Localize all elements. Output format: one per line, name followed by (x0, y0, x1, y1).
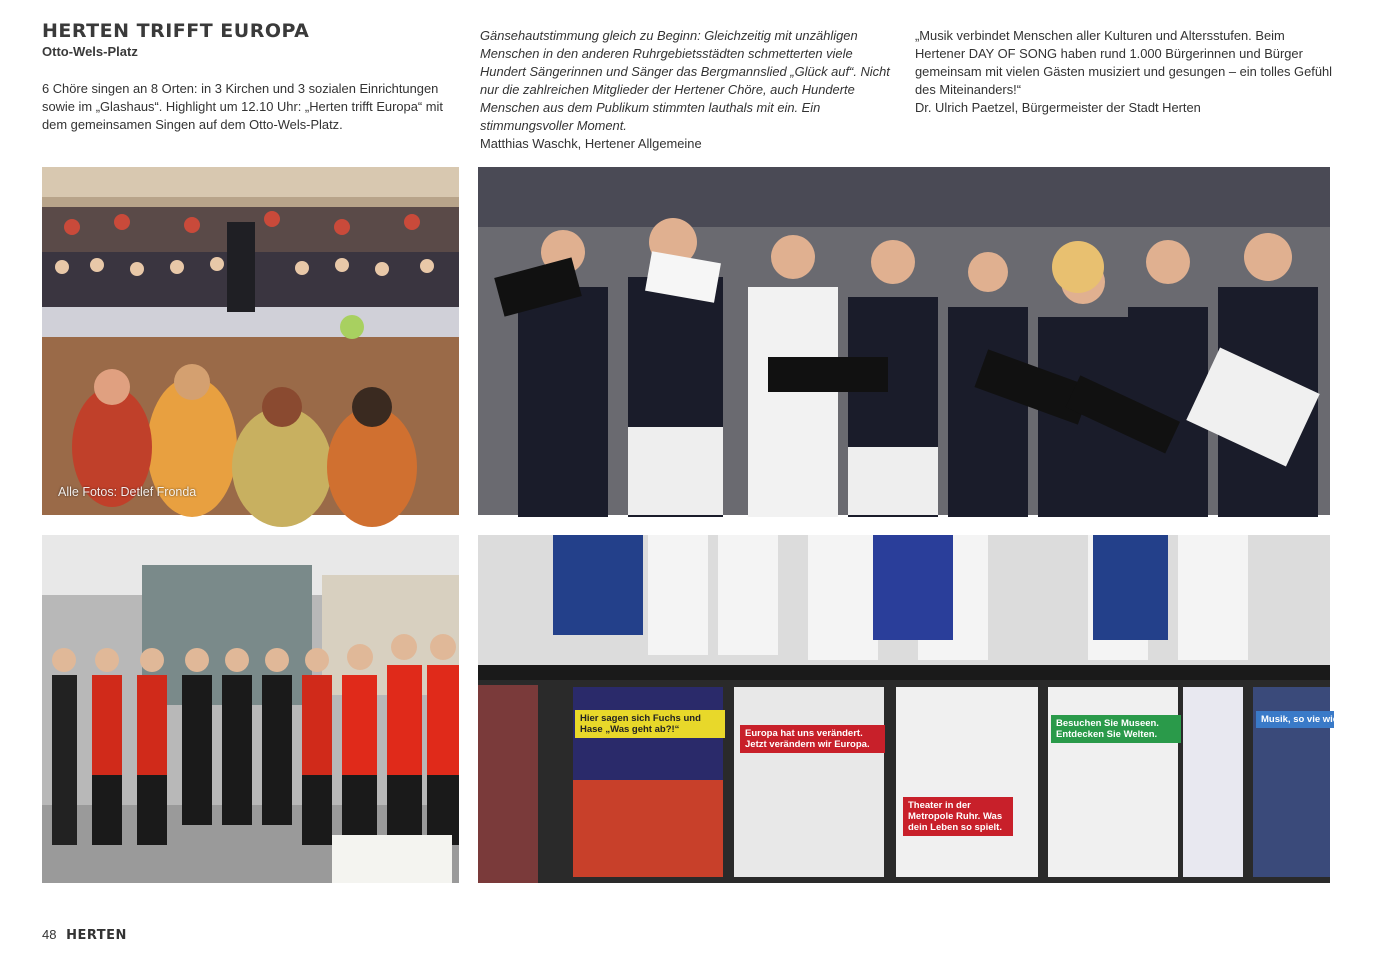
poster-theater: Theater in der Metropole Ruhr. Was dein Leben so spielt. (903, 797, 1013, 836)
choir-closeup-illustration (478, 167, 1330, 515)
intro-paragraph: 6 Chöre singen an 8 Orten: in 3 Kirchen und 3 sozialen Einrichtungen sowie im „Glashaus“. Highlight um 12.10 Uhr: „Herten trifft Europa“ mit dem gemeinsamen Singen auf dem Otto-Wels-Platz. (42, 81, 443, 132)
quote-column-mayor (915, 27, 1335, 117)
photo-choir-stage-audience (42, 167, 459, 515)
poster-fuchs-hase: Hier sagen sich Fuchs und Hase „Was geht ab?!“ (575, 710, 725, 738)
press-quote-author: Matthias Waschk, Hertener Allgemeine (480, 136, 702, 151)
press-quote: Gänsehautstimmung gleich zu Beginn: Gleichzeitig mit unzähligen Menschen in den anderen Ruhrgebietsstädten schmetterten viele Hundert Sängerinnen und Sänger das Bergmannslied „Glück auf“. Nicht nur die zahlreichen Mitglieder der Hertener Chöre, auch Hunderte Menschen aus dem Publikum stimmten lauthals mit ein. Ein stimmungsvoller Moment. (480, 28, 890, 133)
photo-credit: Alle Fotos: Detlef Fronda (58, 485, 197, 499)
quote-column-press (480, 27, 900, 153)
page-footer (42, 927, 127, 943)
photo-choir-singers-closeup (478, 167, 1330, 515)
mayor-quote: „Musik verbindet Menschen aller Kulturen und Altersstufen. Beim Hertener DAY OF SONG haben rund 1.000 Bürgerinnen und Bürger gemeinsam mit vielen Gästen musiziert und gesungen – ein tolles Gefühl des Miteinanders!“ (915, 28, 1333, 97)
article-title: HERTEN TRIFFT EUROPA (42, 20, 310, 42)
poster-musik: Musik, so vie wie ihre Zuk (1256, 711, 1334, 728)
article-subtitle: Otto-Wels-Platz (42, 44, 138, 59)
photo-choir-women-red (42, 535, 459, 883)
mayor-quote-author: Dr. Ulrich Paetzel, Bürgermeister der Stadt Herten (915, 100, 1201, 115)
poster-europa: Europa hat uns verändert. Jetzt verändern wir Europa. (740, 725, 885, 753)
photo-stage-posters (478, 535, 1378, 883)
women-choir-illustration (42, 535, 459, 883)
choir-stage-illustration (42, 167, 459, 515)
poster-museen: Besuchen Sie Museen. Entdecken Sie Welten. (1051, 715, 1181, 743)
magazine-name: HERTEN (66, 928, 127, 943)
page-number: 48 (42, 927, 57, 942)
